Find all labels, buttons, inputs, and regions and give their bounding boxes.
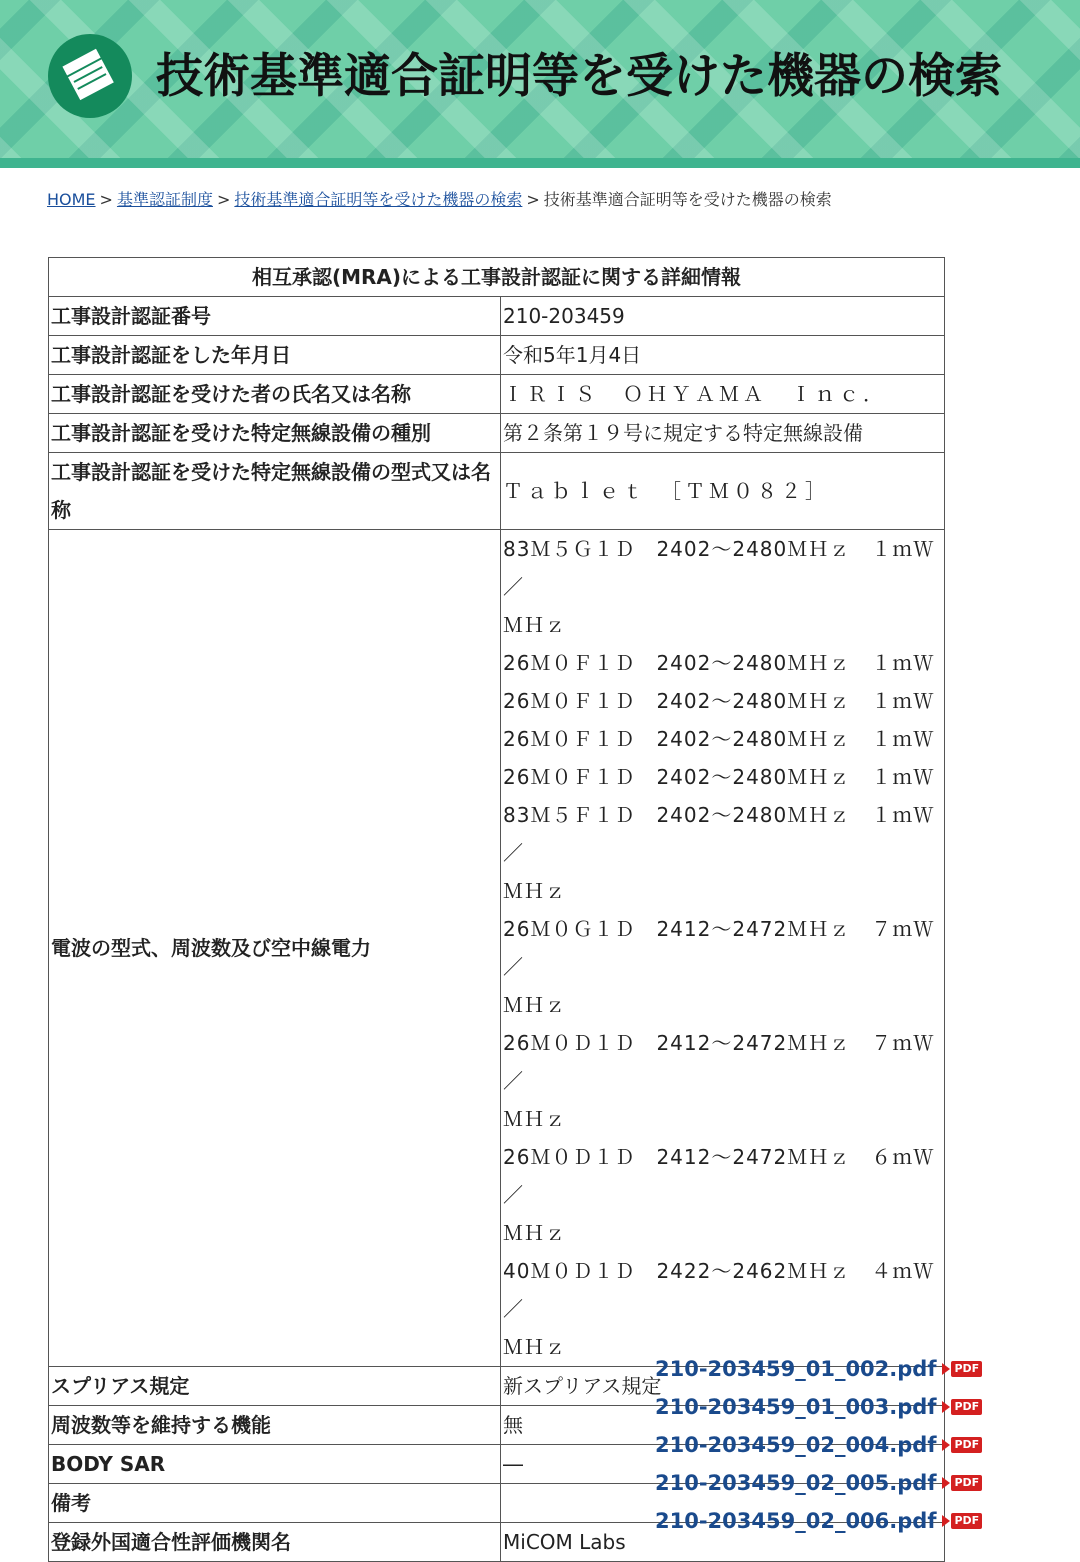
pdf-link-item — [655, 1502, 980, 1540]
row-label-holder: 工事設計認証を受けた者の氏名又は名称 — [49, 375, 501, 414]
emission-line: 26Ｍ０Ｄ１Ｄ 2412～2472ＭＨｚ ６ｍＷ／ — [503, 1145, 935, 1207]
emission-line: ＭＨｚ — [503, 1221, 566, 1245]
table-row — [49, 375, 945, 414]
emission-line: ＭＨｚ — [503, 1335, 566, 1359]
pdf-icon — [942, 1437, 982, 1453]
pdf-icon — [942, 1399, 982, 1415]
breadcrumb-search[interactable]: 技術基準適合証明等を受けた機器の検索 — [234, 190, 523, 209]
row-value-model-name: Ｔａｂｌｅｔ ［ＴＭ０８２］ — [501, 453, 945, 530]
row-value-frequency-function: 無 — [501, 1406, 945, 1445]
pdf-link[interactable]: 210-203459_01_003.pdf — [655, 1395, 937, 1419]
emission-line: 26Ｍ０Ｆ１Ｄ 2402～2480ＭＨｚ １ｍＷ — [503, 765, 935, 789]
row-label-emissions: 電波の型式、周波数及び空中線電力 — [49, 530, 501, 1367]
breadcrumb-home[interactable]: HOME — [47, 190, 96, 209]
pdf-link[interactable]: 210-203459_02_005.pdf — [655, 1471, 937, 1495]
row-label-body-sar: BODY SAR — [49, 1445, 501, 1484]
emission-line: 40Ｍ０Ｄ１Ｄ 2422～2462ＭＨｚ ４ｍＷ／ — [503, 1259, 935, 1321]
row-value-holder: ＩＲＩＳ ＯＨＹＡＭＡ Ｉｎｃ． — [501, 375, 945, 414]
breadcrumb-separator: > — [216, 190, 231, 209]
emission-line: 83Ｍ５Ｆ１Ｄ 2402～2480ＭＨｚ １ｍＷ／ — [503, 803, 935, 865]
pdf-badge-text: PDF — [951, 1437, 982, 1453]
breadcrumb-certification-system[interactable]: 基準認証制度 — [116, 190, 213, 209]
pdf-link[interactable]: 210-203459_02_004.pdf — [655, 1433, 937, 1457]
row-value-cert-number: 210-203459 — [501, 297, 945, 336]
pdf-link-item — [655, 1426, 980, 1464]
breadcrumb-separator: > — [99, 190, 113, 209]
emission-line: 26Ｍ０Ｄ１Ｄ 2412～2472ＭＨｚ ７ｍＷ／ — [503, 1031, 935, 1093]
emission-line: ＭＨｚ — [503, 613, 566, 637]
row-label-remarks: 備考 — [49, 1484, 501, 1523]
row-label-equipment-type: 工事設計認証を受けた特定無線設備の種別 — [49, 414, 501, 453]
pdf-badge-text: PDF — [951, 1513, 982, 1529]
row-value-body-sar: ― — [501, 1445, 945, 1484]
table-caption: 相互承認(MRA)による工事設計認証に関する詳細情報 — [49, 258, 945, 297]
pdf-badge-text: PDF — [951, 1361, 982, 1377]
row-value-equipment-type: 第２条第１９号に規定する特定無線設備 — [501, 414, 945, 453]
row-value-cert-date: 令和5年1月4日 — [501, 336, 945, 375]
table-row — [49, 297, 945, 336]
pdf-icon — [942, 1361, 982, 1377]
breadcrumb-separator: > — [526, 190, 540, 209]
row-value-emissions — [501, 530, 945, 1367]
emission-line: 83Ｍ５Ｇ１Ｄ 2402～2480ＭＨｚ １ｍＷ／ — [503, 537, 935, 599]
emission-line: 26Ｍ０Ｆ１Ｄ 2402～2480ＭＨｚ １ｍＷ — [503, 689, 935, 713]
row-label-model-name: 工事設計認証を受けた特定無線設備の型式又は名称 — [49, 453, 501, 530]
emission-line: 26Ｍ０Ｆ１Ｄ 2402～2480ＭＨｚ １ｍＷ — [503, 651, 935, 675]
table-row — [49, 414, 945, 453]
emission-line: 26Ｍ０Ｇ１Ｄ 2412～2472ＭＨｚ ７ｍＷ／ — [503, 917, 935, 979]
emission-line: 26Ｍ０Ｆ１Ｄ 2402～2480ＭＨｚ １ｍＷ — [503, 727, 935, 751]
pdf-badge-text: PDF — [951, 1399, 982, 1415]
pdf-link[interactable]: 210-203459_02_006.pdf — [655, 1509, 937, 1533]
table-caption-row — [49, 258, 945, 297]
breadcrumb — [47, 188, 832, 212]
pdf-link[interactable]: 210-203459_01_002.pdf — [655, 1357, 937, 1381]
row-label-frequency-function: 周波数等を維持する機能 — [49, 1406, 501, 1445]
row-label-assessment-body: 登録外国適合性評価機関名 — [49, 1523, 501, 1562]
row-value-assessment-body: MiCOM Labs — [501, 1523, 945, 1562]
pdf-link-item — [655, 1350, 980, 1388]
pdf-link-list — [655, 1350, 980, 1540]
header-banner — [0, 0, 1080, 168]
breadcrumb-current: 技術基準適合証明等を受けた機器の検索 — [543, 190, 832, 209]
pdf-icon — [942, 1513, 982, 1529]
page-title: 技術基準適合証明等を受けた機器の検索 — [156, 49, 1002, 104]
pdf-link-item — [655, 1464, 980, 1502]
pdf-link-item — [655, 1388, 980, 1426]
emission-line: ＭＨｚ — [503, 1107, 566, 1131]
table-row — [49, 530, 945, 1367]
emission-line: ＭＨｚ — [503, 993, 566, 1017]
emission-line: ＭＨｚ — [503, 879, 566, 903]
pdf-icon — [942, 1475, 982, 1491]
row-label-cert-number: 工事設計認証番号 — [49, 297, 501, 336]
row-label-spurious: スプリアス規定 — [49, 1367, 501, 1406]
book-icon — [48, 34, 132, 118]
table-row — [49, 453, 945, 530]
row-label-cert-date: 工事設計認証をした年月日 — [49, 336, 501, 375]
table-row — [49, 336, 945, 375]
row-value-spurious: 新スプリアス規定 — [501, 1367, 945, 1406]
pdf-badge-text: PDF — [951, 1475, 982, 1491]
